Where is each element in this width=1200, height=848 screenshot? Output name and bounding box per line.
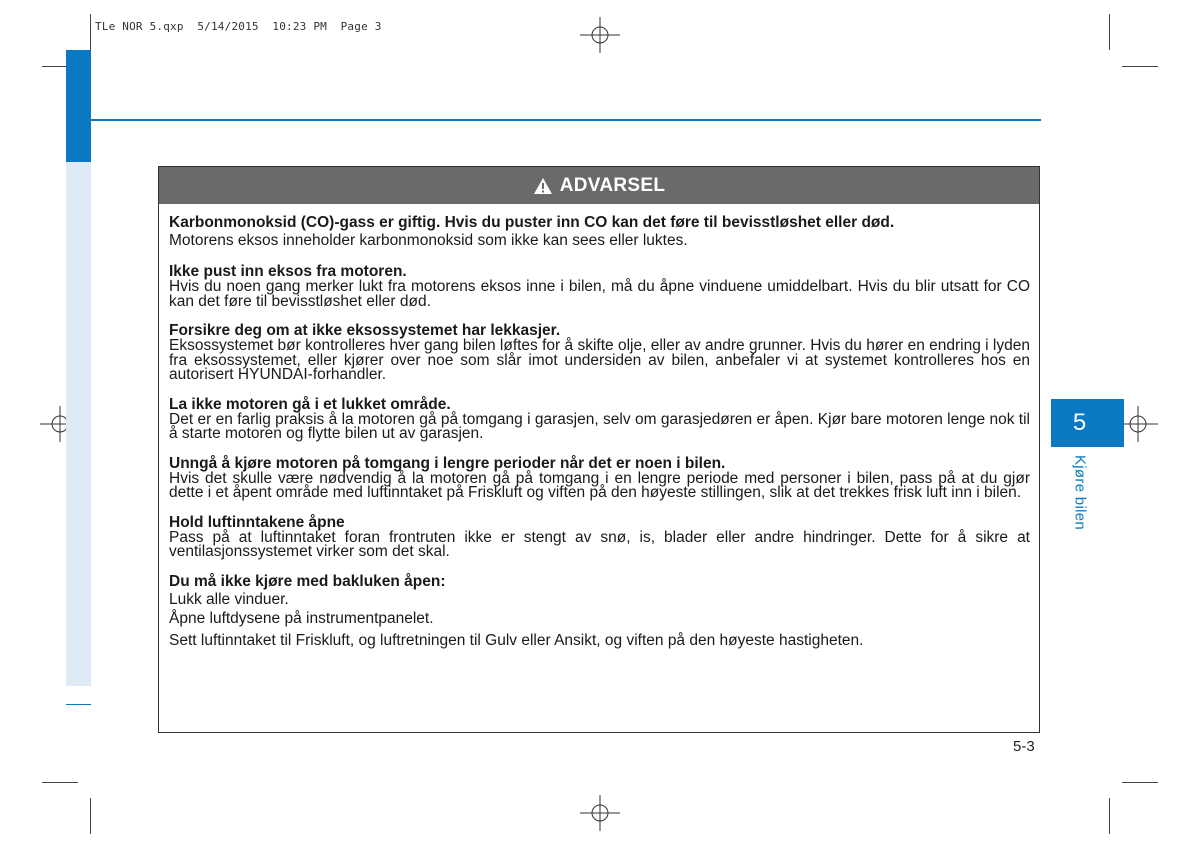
section-heading: Forsikre deg om at ikke eksossystemet har lekkasjer. <box>169 322 561 339</box>
section-line: Åpne luftdysene på instrumentpanelet. <box>169 609 434 627</box>
registration-mark-icon <box>580 15 620 55</box>
chapter-side-label <box>1065 455 1095 535</box>
chapter-title: Kjøre bilen <box>1071 455 1089 530</box>
section-heading: Unngå å kjøre motoren på tomgang i lengre perioder når det er noen i bilen. <box>169 454 726 472</box>
section-heading: Hold luftinntakene åpne <box>169 513 345 531</box>
warning-triangle-icon <box>533 177 553 195</box>
section-heading: Du må ikke kjøre med bakluken åpen: <box>169 572 446 590</box>
crop-mark <box>1109 14 1110 50</box>
left-accent-bar-light <box>66 162 91 686</box>
registration-mark-icon <box>580 793 620 833</box>
warning-section <box>169 573 1030 649</box>
crop-mark <box>1109 798 1110 834</box>
section-line: Sett luftinntaket til Friskluft, og luftretningen til Gulv eller Ansikt, og viften på den høyeste hastigheten. <box>169 631 864 649</box>
warning-box <box>158 166 1040 733</box>
section-text: Eksossystemet bør kontrolleres hver gang bilen løftes for å skifte olje, eller av andre grunner. Hvis du hører en endring i lyden fra eksossystemet, eller kjører over noe som slår imot undersiden av bilen, anbefaler vi at systemet kontrolleres hos en autorisert HYUNDAI-forhandler. <box>169 337 1030 383</box>
section-text: Hvis det skulle være nødvendig å la motoren gå på tomgang i en lengre periode med personer i bilen, pass på at du gjør dette i et åpent område med luftinntaket på Friskluft og viften på den høyeste stillingen, slik at det trekkes frisk luft inn i bilen. <box>169 469 1030 501</box>
print-slug: TLe NOR 5.qxp 5/14/2015 10:23 PM Page 3 <box>95 20 382 33</box>
crop-mark <box>90 14 91 50</box>
section-line: Lukk alle vinduer. <box>169 590 289 608</box>
left-accent-bar <box>66 50 91 162</box>
crop-mark <box>1122 66 1158 67</box>
warning-section <box>169 263 1030 309</box>
warning-body <box>159 204 1039 649</box>
section-text: Hvis du noen gang merker lukt fra motorens eksos inne i bilen, må du åpne vinduene umiddelbart. Hvis du blir utsatt for CO kan det føre til bevisstløshet eller død. <box>169 278 1030 310</box>
header-rule <box>91 119 1041 121</box>
page-number: 5-3 <box>1013 738 1035 755</box>
warning-section <box>169 214 1030 250</box>
warning-section <box>169 322 1030 383</box>
section-heading: Ikke pust inn eksos fra motoren. <box>169 263 407 280</box>
section-text: Pass på at luftinntaket foran frontruten ikke er stengt av snø, is, blader eller andre hindringer. Dette for å sikre at ventilasjonssystemet virker som det skal. <box>169 528 1030 560</box>
section-text: Det er en farlig praksis å la motoren gå på tomgang i garasjen, selv om garasjedøren er åpen. Kjør bare motoren lenge nok til å starte motoren og flytte bilen ut av garasjen. <box>169 410 1030 442</box>
warning-section <box>169 455 1030 501</box>
section-heading: La ikke motoren gå i et lukket område. <box>169 395 451 413</box>
left-bar-divider <box>66 704 91 705</box>
section-heading: Karbonmonoksid (CO)-gass er giftig. Hvis du puster inn CO kan det føre til bevisstløshet eller død. <box>169 214 895 231</box>
chapter-tab[interactable] <box>1051 399 1124 447</box>
crop-mark <box>1122 782 1158 783</box>
warning-section <box>169 514 1030 560</box>
warning-section <box>169 396 1030 442</box>
chapter-number: 5 <box>1072 409 1087 436</box>
crop-mark <box>42 782 78 783</box>
warning-title: ADVARSEL <box>559 174 666 196</box>
section-text: Motorens eksos inneholder karbonmonoksid som ikke kan sees eller luktes. <box>169 232 688 249</box>
crop-mark <box>90 798 91 834</box>
registration-mark-icon <box>1118 404 1158 444</box>
warning-header <box>159 167 1039 204</box>
